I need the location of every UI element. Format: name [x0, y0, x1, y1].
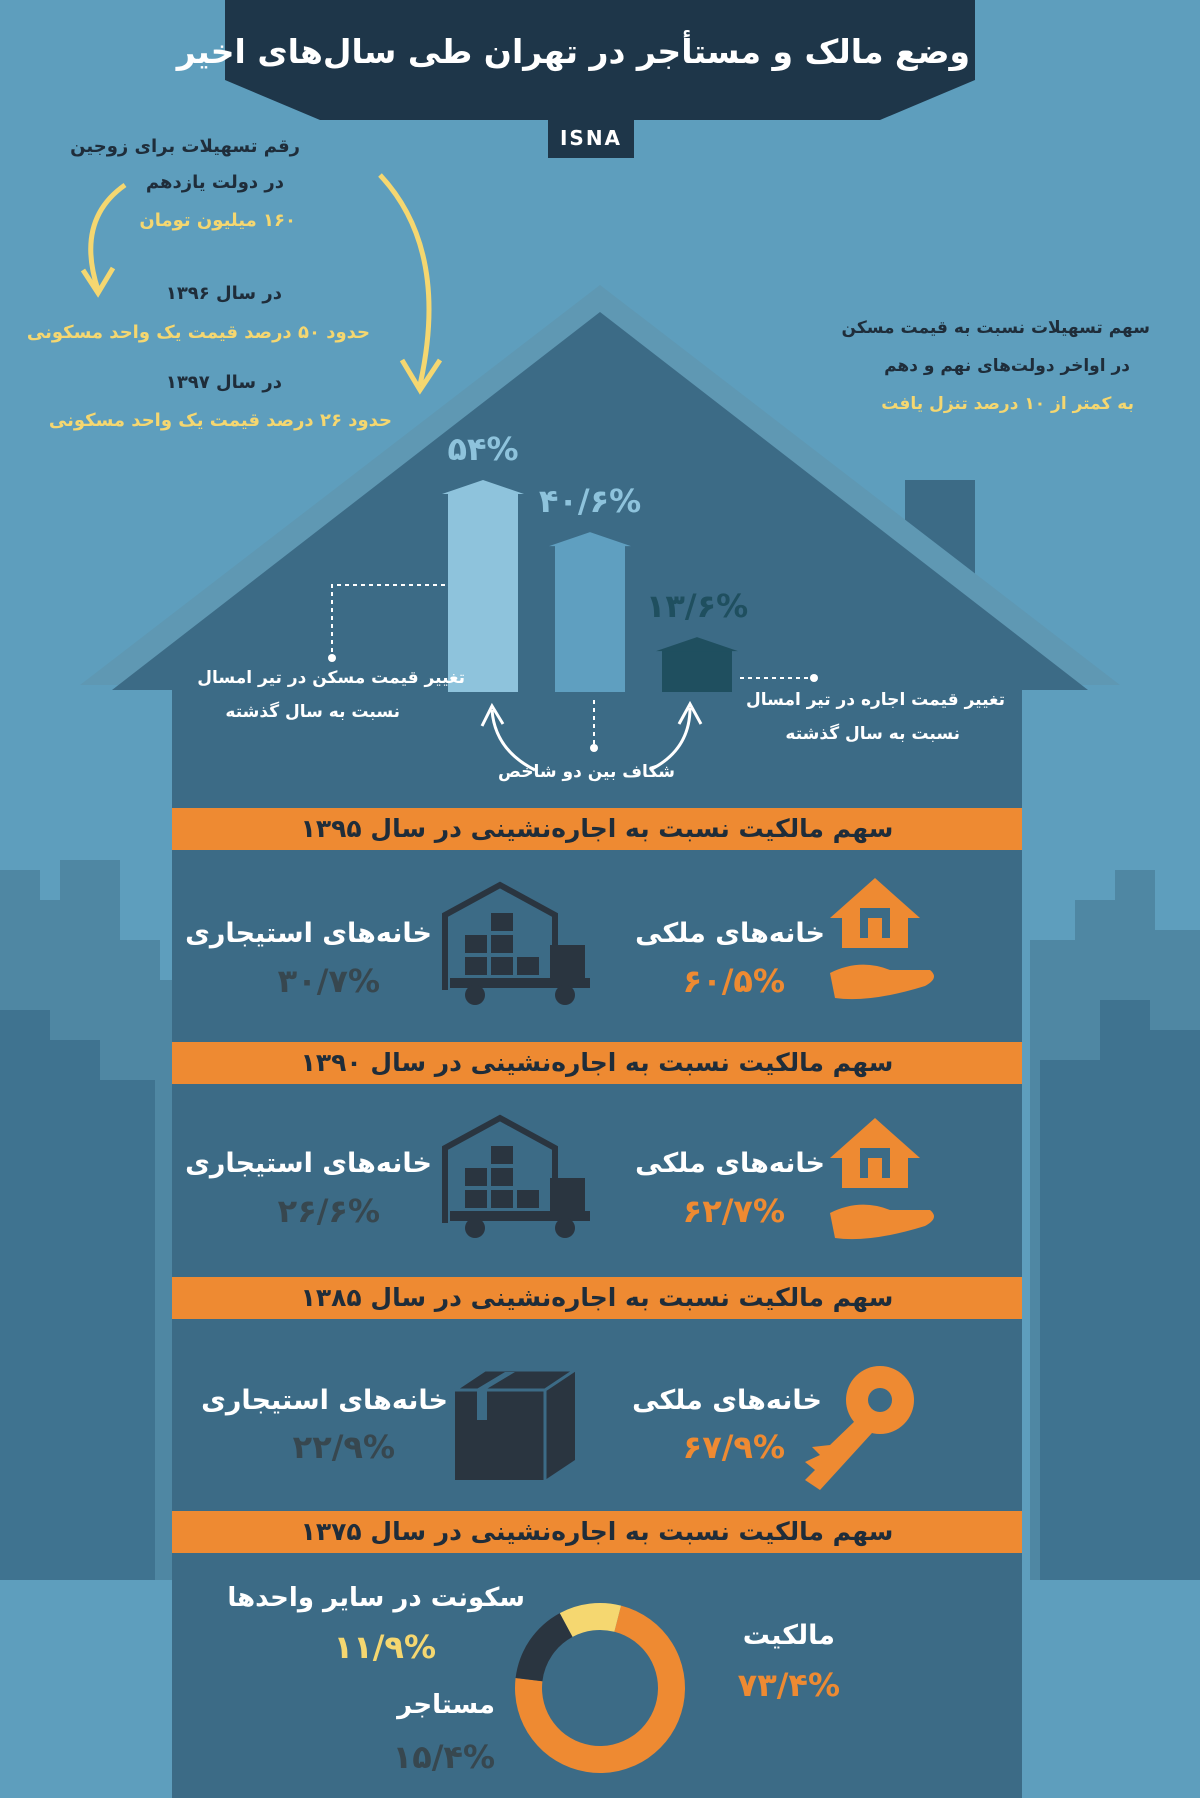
share-note-line3: به کمتر از ۱۰ درصد تنزل یافت	[881, 394, 1134, 414]
band-1385	[172, 1277, 1022, 1319]
rent-change-line2: نسبت به سال گذشته	[785, 724, 960, 744]
band-1390	[172, 1042, 1022, 1084]
arrow-right-icon	[380, 175, 429, 385]
other-value-1375: ۱۱/۹%	[333, 1628, 436, 1666]
band-1385-label: سهم مالکیت نسبت به اجاره‌نشینی در سال ۱۳۸۵	[300, 1283, 894, 1312]
rented-label-1395: خانه‌های استیجاری	[185, 918, 432, 949]
rented-value-1385: ۲۲/۹%	[292, 1428, 395, 1466]
rent-connector-dot	[810, 674, 818, 682]
chart-bar-2	[555, 544, 625, 692]
chart-bar-label-3: ۱۳/۶%	[645, 587, 749, 626]
band-1375-label: سهم مالکیت نسبت به اجاره‌نشینی در سال ۱۳۷۵	[300, 1517, 894, 1546]
loan-amount: ۱۶۰ میلیون تومان	[139, 210, 296, 231]
other-label-1375: سکونت در سایر واحدها	[227, 1583, 525, 1613]
tenant-value-1375: ۱۵/۴%	[392, 1738, 495, 1776]
loan-year97: در سال ۱۳۹۷	[165, 372, 282, 393]
price-change-line2: نسبت به سال گذشته	[225, 702, 400, 722]
rent-change-line1: تغییر قیمت اجاره در تیر امسال	[746, 690, 1005, 710]
rented-value-1390: ۲۶/۶%	[277, 1192, 380, 1230]
rented-label-1390: خانه‌های استیجاری	[185, 1148, 432, 1179]
chart-bar-1	[448, 492, 518, 692]
tenant-label-1375: مستاجر	[397, 1690, 495, 1720]
owned-value-1385: ۶۷/۹%	[682, 1428, 785, 1466]
skyline-left-front	[0, 1010, 155, 1580]
skyline-right-front	[1040, 1000, 1200, 1580]
band-1395-label: سهم مالکیت نسبت به اجاره‌نشینی در سال ۱۳۹۵	[300, 814, 894, 843]
owned-label-1390: خانه‌های ملکی	[635, 1148, 825, 1179]
box-icon	[455, 1370, 575, 1480]
share-note-line2: در اواخر دولت‌های نهم و دهم	[884, 356, 1130, 376]
rented-value-1395: ۳۰/۷%	[277, 962, 380, 1000]
loan-year96-value: حدود ۵۰ درصد قیمت یک واحد مسکونی	[26, 322, 370, 343]
share-note-line1: سهم تسهیلات نسبت به قیمت مسکن	[841, 318, 1150, 338]
loan-year97-value: حدود ۲۶ درصد قیمت یک واحد مسکونی	[48, 410, 392, 431]
owned-value-1395: ۶۰/۵%	[682, 962, 785, 1000]
chart-bar-label-2: ۴۰/۶%	[538, 482, 642, 521]
loan-line1: رقم تسهیلات برای زوجین	[70, 136, 300, 157]
price-change-line1: تغییر قیمت مسکن در تیر امسال	[197, 668, 465, 688]
ownership-label-1375: مالکیت	[742, 1620, 835, 1651]
rented-label-1385: خانه‌های استیجاری	[201, 1385, 448, 1416]
chart-bar-label-1: ۵۴%	[447, 430, 519, 468]
loan-year96: در سال ۱۳۹۶	[165, 283, 282, 304]
page-title: وضع مالک و مستأجر در تهران طی سال‌های اخیر	[176, 32, 970, 71]
loan-line2: در دولت یازدهم	[145, 172, 284, 193]
owned-label-1385: خانه‌های ملکی	[632, 1385, 822, 1416]
brand-label: ISNA	[559, 126, 623, 150]
band-1375	[172, 1511, 1022, 1553]
ownership-value-1375: ۷۳/۴%	[737, 1666, 840, 1704]
gap-label: شکاف بین دو شاخص	[498, 762, 675, 782]
price-connector-dot	[328, 654, 336, 662]
owned-label-1395: خانه‌های ملکی	[635, 918, 825, 949]
band-1395	[172, 808, 1022, 850]
chart-bar-3	[662, 649, 732, 692]
gap-connector-dot	[590, 744, 598, 752]
band-1390-label: سهم مالکیت نسبت به اجاره‌نشینی در سال ۱۳۹۰	[300, 1048, 894, 1077]
owned-value-1390: ۶۲/۷%	[682, 1192, 785, 1230]
